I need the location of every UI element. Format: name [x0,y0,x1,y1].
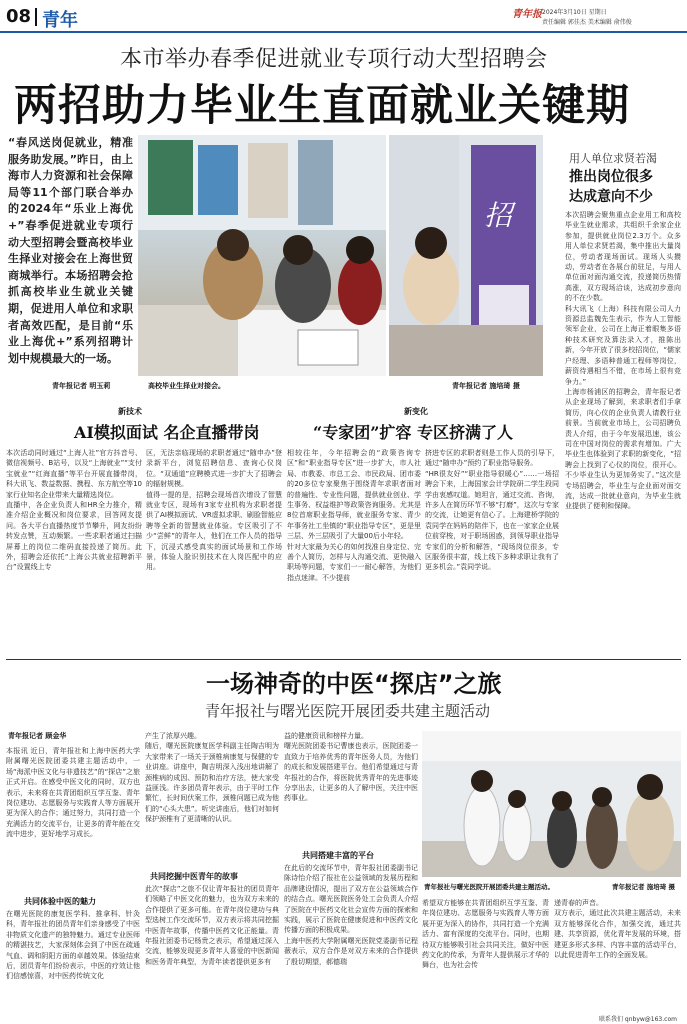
header-rule [0,31,687,33]
job-fair-photo-2 [389,135,543,376]
story2-col-4: 希望双方能够在共青团组织互学互鉴、青年岗位建功、志愿服务与实践育人等方面展开更为深入的协作，共同打造一个充满活力、富有深度的交流平台。同时，也期待双方能够吸引社会共同关注，做好中医药文化的传承，为青年人提供展示才华的舞台，也为社会传 [422,899,549,970]
story2-subheadline: 青年报社与曙光医院开展团委共建主题活动 [205,702,491,720]
story2-col-2b: 此次“探店”之旅不仅让青年报社的团员青年们领略了中医文化的魅力，也为双方未来的合作提供了更多可能。在青年岗位建功与典型选树工作交流环节，双方表示将共同挖掘中医青年故事，传播中医药文化正能量。青年报社团委书记杨贵之表示，希望通过深入交流，能够发现更多青年人喜爱的中医新闻和医务青年典型，为青年读者提供更多有 [145,885,279,966]
page-header [0,0,687,34]
story2-col-5: 递青春的声音。 双方表示，通过此次共建主题活动，未来双方能够深化合作，加强交流，通过共建、共享资源，优化青年发展的环境，搭建更多形式多样、内容丰富的活动平台，以此促进青年工作的全面发展。 [554,899,681,960]
new-tech-col-1: 本次活动同时通过“上海人社”官方抖音号、微信视频号、B站号，以及“上海就业”“支付宝就业”“红海直播”等平台开展直播带岗，科大讯飞、数益数据、携程、东方航空等10家行业知名企业带来大量精选岗位。 直播中，各企业负责人和HR全力推介，精准介绍企业概况和岗位要求，回答网友提问。各大平台直播热度节节攀升，网友纷纷转发点赞，互动频繁。一些求职者通过扫描屏幕上的岗位二维码直接投递了简历。此外，招聘会还依托“上海公共就业招聘新平台”设置线上专 [6,449,142,572]
hospital-visit-photo [422,731,681,877]
story2-photo-caption: 青年报社与曙光医院开展团委共建主题活动。 [424,883,554,891]
new-tech-title: AI模拟面试 名企直播带岗 [74,423,260,442]
svg-text:招: 招 [484,199,513,232]
job-fair-scene-1 [138,135,386,376]
header-separator [35,8,37,26]
sidebar-title-3: 达成意向不少 [569,189,653,205]
new-change-col-1: 相较往年，今年招聘会的“政策咨询专区”和“职业指导专区”进一步扩大，市人社局、市教委、市总工会、市民政局、团市委的20多位专家聚焦于围绕青年求职者面对的普遍性、专业性问题，提供就业创业、学生事务、权益维护等政策咨询服务。尤其是8位首席职业指导师，就业服务专家、青少年事务社工坐镇的“职业指导专区”，更是里三层、外三层吸引了大量00后小年轻。 针对大家最为关心的如何找准自身定位、完善个人简历，怎样与人沟通交流、更快融入职场等问题，专家们一一耐心解答，为他们指点迷津。不少提前 [287,449,421,582]
new-tech-label: 新技术 [118,407,142,416]
story2-col-1b: 在曙光医院的康复医学科、推拿科、针灸科，青年报社的团员青年们亲身感受了中医非物质文化遗产的独特魅力。通过专业医师的精湛技艺，大家深刻体会到了中医在疏通气血、调和阴阳方面的卓越效果。体验结束后，团员青年们纷纷表示，中医的疗效让他们信感惊喜，对中医药传统文化 [6,910,140,981]
story1-byline: 青年报记者 明玉莉 [52,382,111,390]
story1-kicker: 本市举办春季促进就业专项行动大型招聘会 [120,47,548,72]
story2-col3-subhead: 共同搭建丰富的平台 [302,851,374,860]
story2-byline: 青年报记者 顾金华 [8,732,67,740]
new-change-col-2: 挤进专区的求职者则是工作人员的引导下，通过“随申办”预约了职业指导服务。 “HR很友好”“职业指导很暖心”……一场招聘会下来，上海国家会计学院研二学生段同学由衷感叹道。她坦言，通过交流、咨询，许多人在简历环节不够“打磨”，这次与专家的交流，让她更有信心了。上海建桥学院的袁同学在妈妈的陪伴下，也在一家家企业展位前穿梭，对于职场困惑，到领导职业指导专家们的分析和解答，“现场岗位很多，专区服务很丰富，线上线下多种求职让我有了更多机会。”袁同学说。 [425,449,559,572]
story2-headline: 一场神奇的中医“探店”之旅 [206,670,502,698]
story2-photo-credit: 青年报记者 施培琦 摄 [612,883,676,891]
job-fair-scene-2 [389,135,543,376]
hospital-visit-scene [422,731,681,877]
new-change-title: “专家团”扩容 专区挤满了人 [313,423,513,442]
story1-headline: 两招助力毕业生直面就业关键期 [14,81,630,131]
story2-col-2: 产生了浓厚兴趣。 随后，曙光医院康复医学科副主任陶吉明为大家带来了一场关于颈椎病康复与保健的专业讲座。讲座中，陶吉明深入浅出地讲解了颈椎病的成因、预防和治疗方法，使大家受益匪浅。许多团员青年表示，由于平时工作繁忙，长时间伏案工作，颈椎问题已成为他们的“心头大患”。听完讲座后，他们对如何保护颈椎有了更清晰的认识。 [145,732,279,824]
story2-col-3: 益的健康资讯和榜样力量。 曙光医院团委书记曹康也表示，医院团委一直致力于培养优秀的青年医务人员，为他们的成长和发展搭建平台。他们希望通过与青年报社的合作，将医院优秀青年的先进事迹分享出去，让更多的人了解中医，关注中医药事业。 [284,732,418,803]
story1-lead: “春风送岗促就业，精准服务助发展。”昨日，由上海市人力资源和社会保障局等11个部门联合举办的2024年“乐业上海优+”春季促进就业专项行动大型招聘会暨高校毕业生择业对接会在上海世贸商城举行。本场招聘会抢抓高校毕业生就业关键期，促进用人单位和求职者高效匹配，是目前“乐业上海优+”系列招聘计划中规模最大的一场。 [8,136,133,365]
job-fair-photo-1 [138,135,386,376]
story2-col-3b: 在此后的交流环节中，青年报社团委副书记陈诗怡介绍了报社在公益领域的发展历程和品牌建设情况，提出了双方在公益领域合作的结合点。曙光医院医务处工会负责人介绍了医院在中医药文化社会宣传方面的探索和实践，展示了医院在健康促进和中医药文化传播方面的积极成果。 上海中医药大学附属曙光医院党委副书记程薇表示，双方合作是对双方未来的合作提供了殷切期望，郝德瑞 [284,864,418,966]
new-change-label: 新变化 [404,407,428,416]
section-name: 青年 [42,10,78,31]
sidebar-title-2: 推出岗位很多 [569,169,653,185]
new-tech-col-2: 区，无法亲临现场的求职者通过“随申办”登录新平台，浏览招聘信息、查询心仪岗位。“双通道”应聘模式进一步扩大了招聘会的辐射规模。 值得一提的是，招聘会现场首次增设了智慧就业专区，现场有3家专业机构为求职者提供了AI模拟面试、VR虚拟求职、刷脸智能应聘等全新的智慧就业体验。专区吸引了不少“尝鲜”的青年人，他们在工作人员的指导下，沉浸式感受真实的面试场景和工作场景，体验人脸识别技术在人岗匹配中的应用。 [146,449,282,572]
sidebar-text: 本次招聘会聚焦重点企业用工和高校毕业生就业需求，共组织千余家企业参加，提供就业岗位2.3万个。众多用人单位求贤若渴，集中推出大量岗位，劳动者现场面试。现场人头攒动，劳动者在各展台前驻足，与用人单位面对面沟通交流，投递简历热情高涨，双方现场洽谈，达成初步意向的不在少数。 科大讯飞（上海）科技有限公司人力资源总监魏先生表示，作为人工智能领军企业，公司在上海正着眼集多语种技术研究及算法录入才，推陈出新，今年开放了很多校招岗位，“儒家户经理、多语种普通工程师等岗位，薪资待遇相当不错，在市场上很有竞争力。” 上海市杨浦区的招聘会，青年报记者从企业现场了解到，来求职者们手拿简历，向心仪的企业负责人请教行业前景。当前就业市场上，公司招聘负责人介绍，由于今年发展迅速，该公司在中国对岗位的需求有增加。广大毕业生也体验到了求职的新变化，“招聘会上找到了心仪的岗位，很开心。不少毕业生认为更加务实了。”这次是专场招聘会，毕业生与企业面对面交流，达成一批就业意向，为毕业生就业提供了便利和保障。 [565,211,681,511]
editors: 责任编辑 郭佳杰 美术编辑 俞伟俊 [542,19,632,26]
story2-col1-subhead: 共同体验中医的魅力 [24,897,96,906]
photo2-caption: 青年报记者 施培琦 摄 [452,382,520,390]
issue-date: 2024年3月10日 星期日 [542,9,607,16]
footer-contact: 联系我们 qnbyw@163.com [599,1016,677,1023]
story2-col2-subhead: 共同挖掘中医青年的故事 [150,872,238,881]
sidebar-title-1: 用人单位求贤若渴 [569,152,657,165]
newspaper-logo: 青年报 [512,9,542,20]
story2-col-1: 本报讯 近日，青年报社和上海中医药大学附属曙光医院团委共建主题活动中，一场“海派中医文化与非遗技艺”的“探店”之旅正式开启。在感受中医文化的同时，双方也表示，未来将在共青团组织互学互鉴、青年岗位建功、志愿服务与实践育人等方面展开更为深入的合作；通过努力，共同打造一个充满活力的交流平台，让更多的青年能在交流中进步，更好地学习成长。 [6,747,140,839]
story-divider [6,659,681,660]
photo1-caption: 高校毕业生择业对接会。 [148,382,225,390]
page-number: 08 [6,6,32,27]
